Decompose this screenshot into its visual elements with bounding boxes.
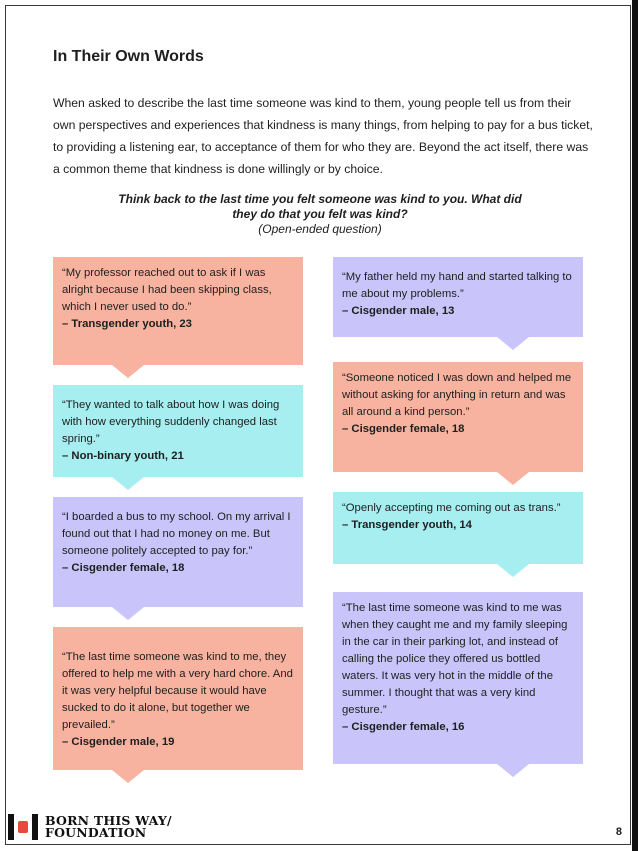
quote-pointer <box>112 365 144 378</box>
quote-attribution: – Non-binary youth, 21 <box>62 450 184 462</box>
quote-card <box>333 492 583 564</box>
question-note: (Open-ended question) <box>258 222 382 236</box>
logo-line-1: BORN THIS WAY/ <box>45 813 172 828</box>
quote-attribution: – Cisgender male, 19 <box>62 736 175 748</box>
quote-attribution: – Cisgender female, 16 <box>342 721 465 733</box>
quote-text: “The last time someone was kind to me, they offered to help me with a very hard chore. And it was very helpful because it would have sucked to do it alone, but together we prevailed.” <box>62 651 293 731</box>
quote-text: “I boarded a bus to my school. On my arrival I found out that I had no money on me. But someone politely accepted to pay for.” <box>62 511 291 557</box>
survey-question <box>110 192 530 237</box>
quote-pointer <box>112 770 144 783</box>
foundation-logo <box>8 812 172 842</box>
quote-pointer <box>497 764 529 777</box>
logo-wordmark <box>45 815 172 839</box>
page-number: 8 <box>615 826 622 838</box>
quote-card <box>53 627 303 770</box>
page-title: In Their Own Words <box>53 48 204 65</box>
quote-attribution: – Transgender youth, 14 <box>342 519 472 531</box>
quote-card <box>53 497 303 607</box>
quote-text: “Someone noticed I was down and helped me without asking for anything in return and was all around a kind person.” <box>342 372 572 418</box>
intro-paragraph: When asked to describe the last time someone was kind to them, young people tell us from their own perspectives and experiences that kindness is many things, from helping to pay for a bus ticket, to providing a listening ear, to acceptance of them for who they are. Beyond the act itself, there was a common theme that kindness is done willingly or by choice. <box>53 96 593 176</box>
quote-card <box>53 385 303 477</box>
quote-card <box>333 257 583 337</box>
quote-text: “The last time someone was kind to me was when they caught me and my family sleeping in the car in their parking lot, and instead of calling the police they offered us bottled waters. It was very hot in the middle of the summer. I thought that was a very kind gesture.” <box>342 602 568 716</box>
quote-attribution: – Transgender youth, 23 <box>62 318 192 330</box>
logo-mark-icon <box>8 814 38 840</box>
quote-card <box>333 362 583 472</box>
quote-pointer <box>497 337 529 350</box>
quote-attribution: – Cisgender male, 13 <box>342 305 455 317</box>
quote-attribution: – Cisgender female, 18 <box>62 562 185 574</box>
quote-pointer <box>112 477 144 490</box>
question-text: Think back to the last time you felt someone was kind to you. What did they do that you felt was kind? <box>118 192 522 221</box>
right-edge-bar <box>632 0 638 851</box>
quote-card <box>333 592 583 764</box>
quote-card <box>53 257 303 365</box>
quote-pointer <box>112 607 144 620</box>
quote-text: “My father held my hand and started talking to me about my problems.” <box>342 271 572 300</box>
quote-text: “They wanted to talk about how I was doing with how everything suddenly changed last spring.” <box>62 399 280 445</box>
logo-line-2: FOUNDATION <box>45 825 147 840</box>
quote-pointer <box>497 564 529 577</box>
quote-text: “My professor reached out to ask if I was alright because I had been skipping class, which I never used to do.” <box>62 267 272 313</box>
quote-text: “Openly accepting me coming out as trans.” <box>342 502 561 514</box>
quote-pointer <box>497 472 529 485</box>
quote-attribution: – Cisgender female, 18 <box>342 423 465 435</box>
